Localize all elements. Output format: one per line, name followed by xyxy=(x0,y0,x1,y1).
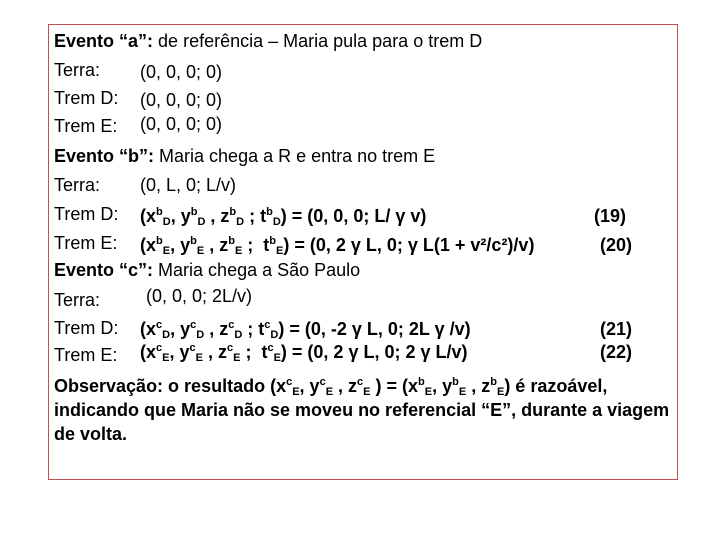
event-c-title: Evento “c”: xyxy=(54,260,154,280)
event-b-tremd xyxy=(54,203,674,228)
event-a-desc: de referência – Maria pula para o trem D xyxy=(158,31,483,51)
event-b-terra-label: Terra: xyxy=(54,175,101,195)
event-c-treme-number: (22) xyxy=(600,342,633,362)
event-a-tremd-label: Trem D: xyxy=(54,88,119,108)
event-b-terra-value: (0, L, 0; L/v) xyxy=(140,175,237,195)
event-c-tremd-label: Trem D: xyxy=(54,318,119,338)
event-c-tremd-equation: ($x^c_D$, $y^c_D$ , $z^c_D$ ; $t^c_D) = (0$, -2 γ L, 0; 2L γ /v) xyxy=(140,319,471,341)
event-c-tremd xyxy=(54,317,674,339)
event-c-desc: Maria chega a São Paulo xyxy=(158,260,361,280)
event-a-treme xyxy=(54,114,223,137)
event-a-tremd xyxy=(54,87,223,110)
event-c-terra-label: Terra: xyxy=(54,290,101,310)
event-c-tremd-rhs: ) = (0, -2 γ L, 0; 2L γ /v) xyxy=(278,319,471,339)
event-b-desc: Maria chega a R e entra no trem E xyxy=(159,146,436,166)
observation-paragraph: Observação: o resultado ($x^c_E$, $y^c_E$ , $z^c_E$ ) = ($x^b_E$, $y^b_E$ , $z^b_E$) é razoável, indicando que Maria não se moveu no referencial “E”, durante a viagem de volta. xyxy=(54,376,670,444)
event-c-line xyxy=(54,259,360,281)
event-c-tremd-number: (21) xyxy=(600,319,633,339)
event-c-treme xyxy=(54,344,674,366)
event-b-treme xyxy=(54,232,674,257)
event-a-tremd-value: (0, 0, 0; 0) xyxy=(140,90,223,110)
event-a-treme-label: Trem E: xyxy=(54,116,118,136)
event-c-treme-rhs: ) = (0, 2 γ L, 0; 2 γ L/v) xyxy=(280,342,468,362)
observation-mid: ) = (x xyxy=(375,376,419,396)
event-b-treme-rhs: ) = (0, 2 γ L, 0; γ L(1 + v²/c²)/v) xyxy=(283,235,535,255)
observation-lead: Observação: o resultado (x xyxy=(54,376,287,396)
event-b-tremd-label: Trem D: xyxy=(54,204,119,224)
observation-tail: ) é razoável, indicando que Maria não se moveu no referencial “E”, durante a viagem de volta. xyxy=(54,376,670,444)
event-a-terra-label: Terra: xyxy=(54,60,101,80)
event-c-terra-value: (0, 0, 0; 2L/v) xyxy=(146,286,253,306)
event-b-tremd-equation: ($x^b_D$, $y^b_D$ , $z^b_D$ ; $t^b_D) = (0$, 0, 0; L/ γ v) xyxy=(140,206,427,228)
event-a-terra xyxy=(54,59,223,82)
event-a-line xyxy=(54,30,482,52)
event-b-treme-equation: ($x^b_E$, $y^b_E$ , $z^b_E$ ; $t^b_E) = (0$, 2 γ L, 0; γ L(1 + v²/c²)/v) xyxy=(140,235,535,257)
event-b-title: Evento “b”: xyxy=(54,146,155,166)
event-b-line xyxy=(54,145,435,167)
event-b-treme-label: Trem E: xyxy=(54,233,118,253)
event-c-treme-label: Trem E: xyxy=(54,345,118,365)
event-c-treme-equation: ($x^c_E$, $y^c_E$ , $z^c_E$ ; $t^c_E) = (0$, 2 γ L, 0; 2 γ L/v) xyxy=(140,342,468,364)
event-b-treme-number: (20) xyxy=(600,235,633,255)
event-a-treme-value: (0, 0, 0; 0) xyxy=(140,114,223,134)
event-b-tremd-number: (19) xyxy=(594,206,627,226)
event-a-title: Evento “a”: xyxy=(54,31,154,51)
event-b-tremd-rhs: ) = (0, 0, 0; L/ γ v) xyxy=(280,206,427,226)
event-a-terra-value: (0, 0, 0; 0) xyxy=(140,62,223,82)
event-b-terra xyxy=(54,174,237,196)
event-c-terra xyxy=(54,286,253,311)
